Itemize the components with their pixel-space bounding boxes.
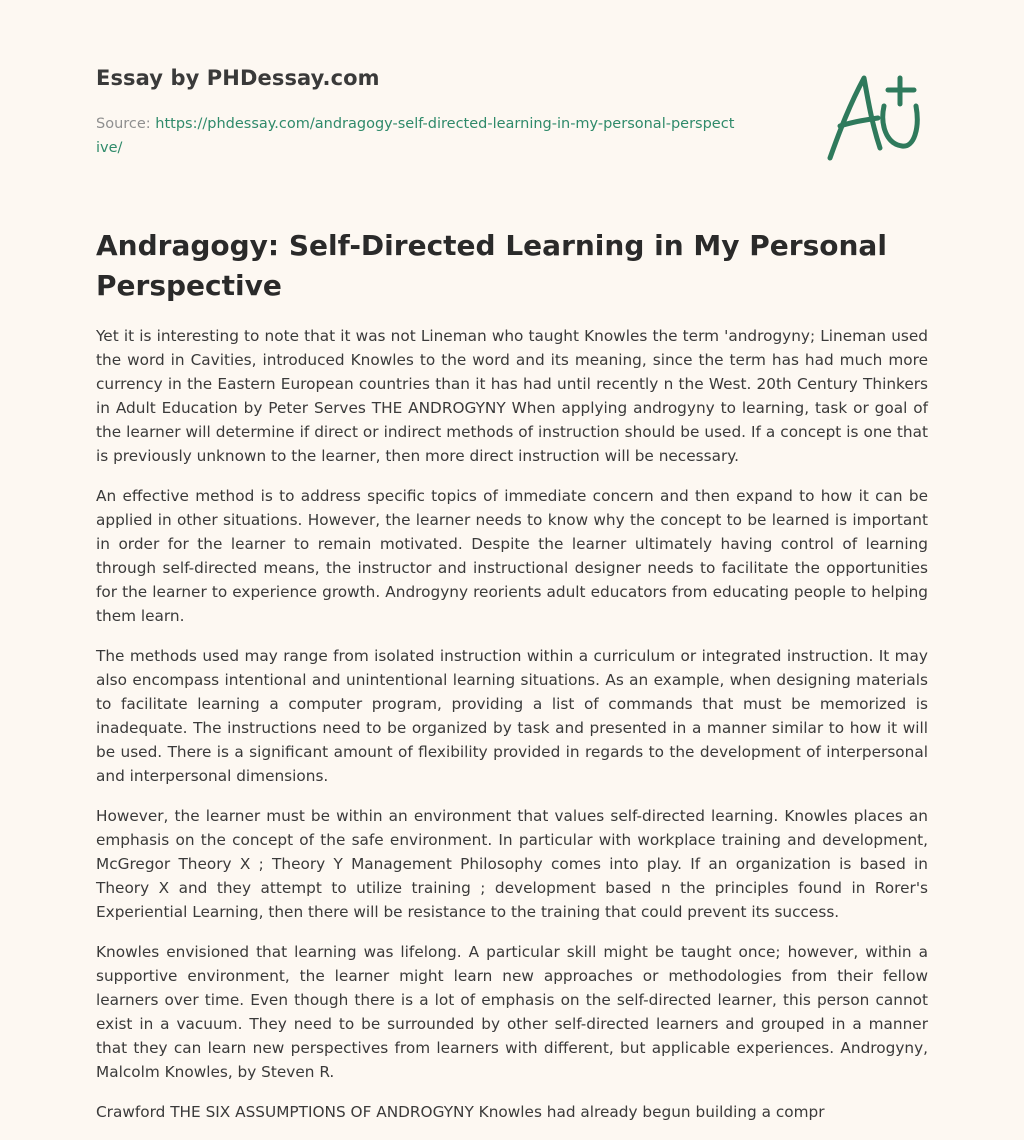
essay-body [96, 324, 928, 1140]
source-line [96, 112, 736, 160]
source-link[interactable]: https://phdessay.com/andragogy-self-directed-learning-in-my-personal-perspective/ [96, 116, 735, 156]
essay-paragraph: Knowles envisioned that learning was lifelong. A particular skill might be taught once; however, within a supportive environment, the learner might learn new approaches or methodologies from their fellow learners over time. Even though there is a lot of emphasis on the self-directed learner, this person cannot exist in a vacuum. They need to be surrounded by other self-directed learners and grouped in a manner that they can learn new perspectives from learners with different, but applicable experiences. Androgyny, Malcolm Knowles, by Steven R. [96, 943, 928, 1081]
a-plus-logo-icon [822, 70, 928, 166]
essay-paragraph: An effective method is to address specific topics of immediate concern and then expand to how it can be applied in other situations. However, the learner needs to know why the concept to be learned is important in order for the learner to remain motivated. Despite the learner ultimately having control of learning through self-directed means, the instructor and instructional designer needs to facilitate the opportunities for the learner to experience growth. Androgyny reorients adult educators from educating people to helping them learn. [96, 487, 928, 625]
essay-title: Andragogy: Self-Directed Learning in My Personal Perspective [96, 229, 887, 302]
essay-paragraph: However, the learner must be within an environment that values self-directed learning. Knowles places an emphasis on the concept of the safe environment. In particular with workplace training and development, McGregor Theory X ; Theory Y Management Philosophy comes into play. If an organization is based in Theory X and they attempt to utilize training ; development based n the principles found in Rorer's Experiential Learning, then there will be resistance to the training that could prevent its success. [96, 807, 928, 921]
essay-paragraph: Yet it is interesting to note that it was not Lineman who taught Knowles the term 'androgyny; Lineman used the word in Cavities, introduced Knowles to the word and its meaning, since the term has had much more currency in the Eastern European countries than it has had until recently n the West. 20th Century Thinkers in Adult Education by Peter Serves THE ANDROGYNY When applying androgyny to learning, task or goal of the learner will determine if direct or indirect methods of instruction should be used. If a concept is one that is previously unknown to the learner, then more direct instruction will be necessary. [96, 327, 928, 465]
site-title: Essay by PHDessay.com [96, 66, 380, 90]
essay-paragraph: Crawford THE SIX ASSUMPTIONS OF ANDROGYNY Knowles had already begun building a compr [96, 1103, 825, 1121]
source-label: Source: [96, 116, 156, 132]
essay-paragraph: The methods used may range from isolated instruction within a curriculum or integrated instruction. It may also encompass intentional and unintentional learning situations. As an example, when designing materials to facilitate learning a computer program, providing a list of commands that must be memorized is inadequate. The instructions need to be organized by task and presented in a manner similar to how it will be used. There is a significant amount of flexibility provided in regards to the development of interpersonal and interpersonal dimensions. [96, 647, 928, 785]
